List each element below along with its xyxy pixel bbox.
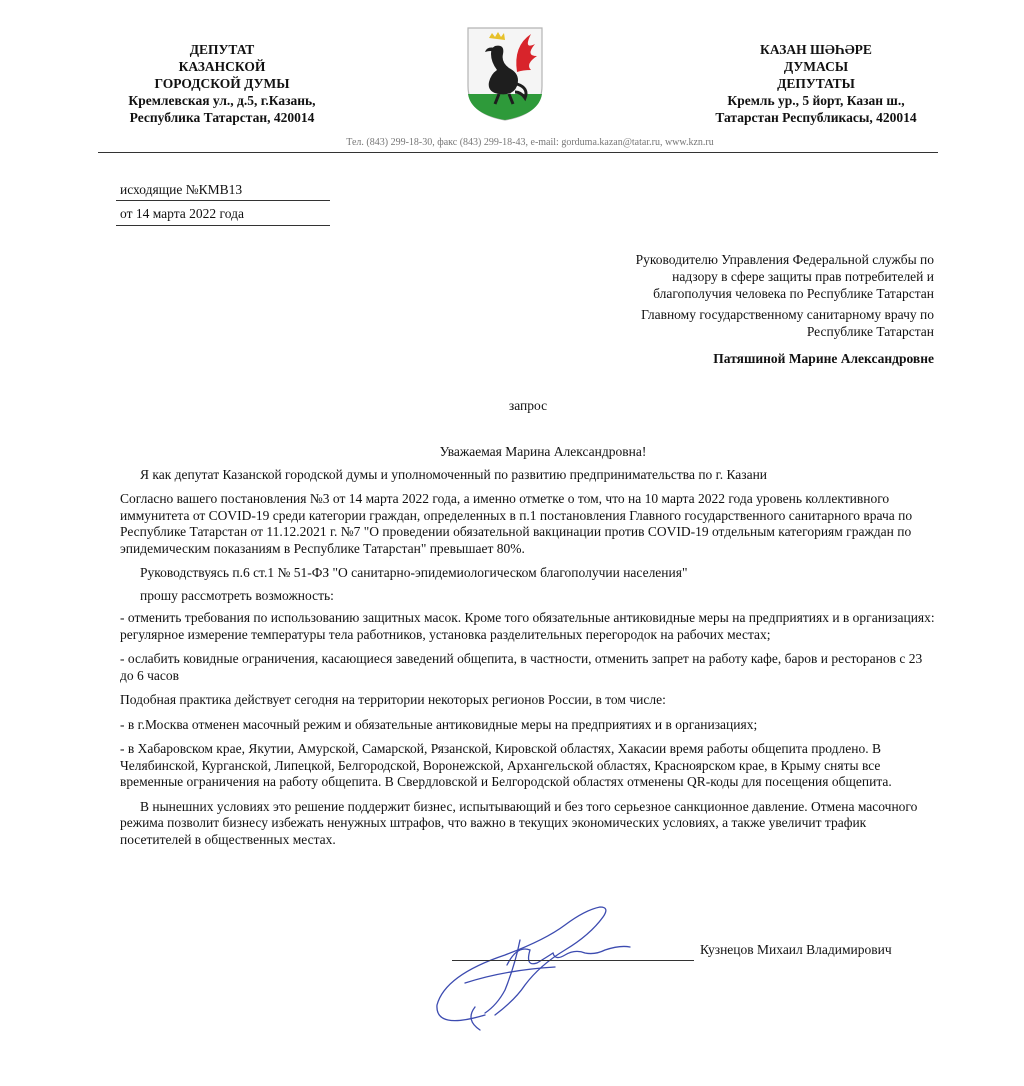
body-paragraph: В нынешних условиях это решение поддержит бизнес, испытывающий и без того серьезное санкционное давление. Отмена масочного режима позволит бизнесу избежать ненужных штрафов, что важно в текущих экономических условиях, а также увеличит трафик посетителей в общественных местах. [120, 798, 918, 847]
body-paragraph: - в г.Москва отменен масочный режим и обязательные антиковидные меры на предприятиях и в организациях; [120, 716, 758, 732]
document-type: запрос [508, 398, 548, 413]
signature-line [452, 960, 694, 961]
letter-body [120, 444, 936, 856]
header-left-block [108, 41, 336, 126]
body-paragraph: Руководствуясь п.6 ст.1 № 51-ФЗ "О санитарно-эпидемиологическом благополучии населения" [140, 565, 688, 580]
header-right-block [700, 41, 932, 126]
header-right-line: Кремль ур., 5 йорт, Казан ш., [727, 93, 905, 108]
header-right-line: Татарстан Республикасы, 420014 [715, 110, 917, 125]
header-divider [98, 152, 938, 153]
header-left-line: КАЗАНСКОЙ [178, 59, 266, 74]
body-paragraph: Я как депутат Казанской городской думы и уполномоченный по развитию предпринимательства по г. Казани [140, 466, 768, 482]
contacts-line: Тел. (843) 299-18-30, факс (843) 299-18-43, e-mail: gorduma.kazan@tatar.ru, www.kzn.ru [346, 137, 714, 148]
kazan-coat-of-arms-icon [465, 26, 545, 122]
recipient-line: Главному государственному санитарному врачу по [641, 307, 934, 322]
body-paragraph: - отменить требования по использованию защитных масок. Кроме того обязательные антиковидные меры на предприятиях и в организациях: регулярное измерение температуры тела работников, установка разделительных перегородок на рабочих местах; [120, 610, 935, 642]
body-paragraph: - ослабить ковидные ограничения, касающиеся заведений общепита, в частности, отменить запрет на работу кафе, баров и ресторанов с 23 до 6 часов [120, 651, 923, 683]
salutation: Уважаемая Марина Александровна! [439, 444, 647, 459]
recipient-block [574, 251, 934, 367]
recipient-line: Руководителю Управления Федеральной службы по [635, 252, 934, 267]
outgoing-number: исходящие №КМВ13 [120, 182, 243, 197]
recipient-line: благополучия человека по Республике Татарстан [653, 286, 934, 301]
recipient-name: Патяшиной Марине Александровне [713, 351, 934, 366]
body-paragraph: прошу рассмотреть возможность: [140, 587, 334, 603]
body-paragraph: Согласно вашего постановления №3 от 14 марта 2022 года, а именно отметке о том, что на 10 марта 2022 года уровень коллективного иммунитета от COVID-19 среди категории граждан, определенных в п.1 постановления Главного государственного санитарного врача по Республике Татарстан от 11.12.2021 г. №7 "О проведении обязательной вакцинации против COVID-19 отдельным категориям граждан по эпидемическим показаниям в Республике Татарстан" превышает 80%. [120, 491, 913, 556]
outgoing-number-underline [116, 200, 330, 201]
body-paragraph: Подобная практика действует сегодня на территории некоторых регионов России, в том числе: [120, 692, 666, 707]
header-left-line: ДЕПУТАТ [189, 42, 255, 57]
handwritten-signature-icon [425, 895, 645, 1035]
signatory-name: Кузнецов Михаил Владимирович [700, 942, 892, 957]
outgoing-date: от 14 марта 2022 года [120, 206, 244, 221]
recipient-line: надзору в сфере защиты прав потребителей и [672, 269, 934, 284]
header-left-line: ГОРОДСКОЙ ДУМЫ [154, 76, 290, 91]
header-right-line: ДУМАСЫ [783, 59, 849, 74]
header-right-line: КАЗАН ШӘҺӘРЕ [760, 42, 872, 57]
header-right-line: ДЕПУТАТЫ [777, 76, 855, 91]
outgoing-date-underline [116, 225, 330, 226]
header-left-line: Кремлевская ул., д.5, г.Казань, [128, 93, 316, 108]
body-paragraph: - в Хабаровском крае, Якутии, Амурской, Самарской, Рязанской, Кировской областях, Хакасии время работы общепита продлено. В Челябинской, Курганской, Липецкой, Белгородской, Воронежской, Архангельской областях, Красноярском крае, в Крыму сняты все временные ограничения на работу общепита. В Свердловской и Белгородской областях отменены QR-коды для посещения общепита. [120, 741, 892, 789]
recipient-line: Республике Татарстан [806, 324, 934, 339]
header-left-line: Республика Татарстан, 420014 [129, 110, 315, 125]
